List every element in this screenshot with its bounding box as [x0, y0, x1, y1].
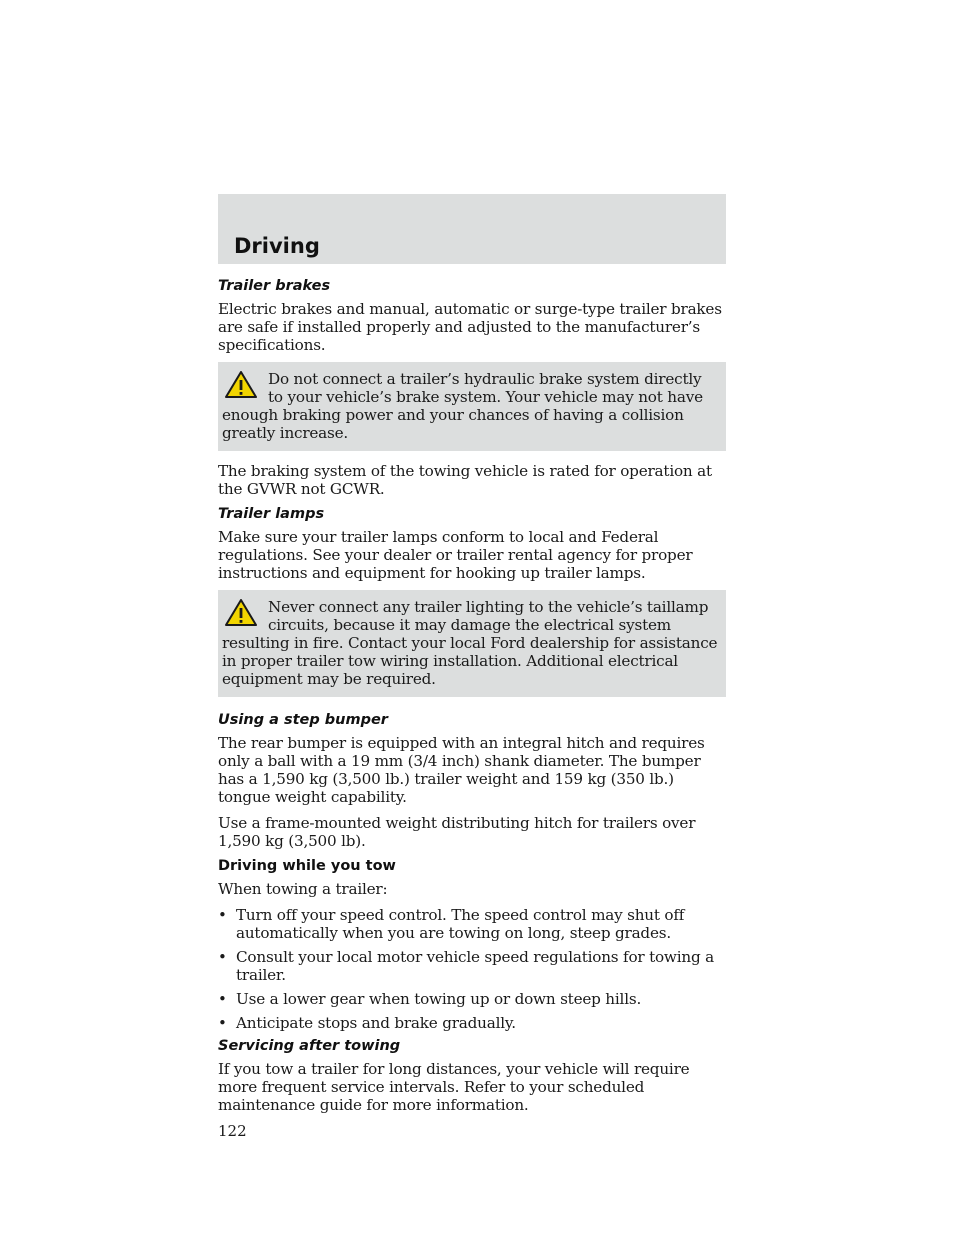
warning-text: Never connect any trailer lighting to the vehicle’s taillamp circuits, because it may damage the electrical system resulting in fire. Contact your local Ford dealership for assistance in proper trailer tow wiring installation. Additional electrical equipment may be required.: [222, 598, 718, 688]
bullet-icon: •: [218, 948, 227, 966]
heading-servicing-after-towing: Servicing after towing: [218, 1038, 401, 1054]
paragraph: If you tow a trailer for long distances, your vehicle will require more frequent service intervals. Refer to your scheduled maintenance guide for more information.: [218, 1060, 690, 1114]
warning-text: Do not connect a trailer’s hydraulic brake system directly to your vehicle’s brake system. Your vehicle may not have enough braking power and your chances of having a collision greatly increase.: [222, 370, 703, 442]
section-header-band: [218, 194, 726, 264]
list-item: • Turn off your speed control. The speed control may shut off automatically when you are towing on long, steep grades.: [218, 906, 685, 942]
page-number: 122: [218, 1122, 247, 1140]
bullet-icon: •: [218, 990, 227, 1008]
bullet-list: [218, 906, 726, 1032]
warning-triangle-icon: [224, 598, 258, 628]
warning-triangle-icon: [224, 370, 258, 400]
paragraph: The rear bumper is equipped with an integral hitch and requires only a ball with a 19 mm (3/4 inch) shank diameter. The bumper has a 1,590 kg (3,500 lb.) trailer weight and 159 kg (350 lb.) tongue weight capability.: [218, 734, 705, 806]
heading-step-bumper: Using a step bumper: [218, 712, 388, 728]
paragraph: Electric brakes and manual, automatic or surge-type trailer brakes are safe if installed properly and adjusted to the manufacturer’s specifications.: [218, 300, 722, 354]
heading-trailer-lamps: Trailer lamps: [218, 506, 325, 522]
section-title: Driving: [234, 234, 320, 258]
bullet-icon: •: [218, 1014, 227, 1032]
paragraph: Use a frame-mounted weight distributing hitch for trailers over 1,590 kg (3,500 lb).: [218, 814, 696, 850]
paragraph: Make sure your trailer lamps conform to local and Federal regulations. See your dealer or trailer rental agency for proper instructions and equipment for hooking up trailer lamps.: [218, 528, 693, 582]
list-item: • Consult your local motor vehicle speed regulations for towing a trailer.: [218, 948, 714, 984]
page-content: [218, 278, 726, 1140]
list-item: • Anticipate stops and brake gradually.: [218, 1014, 516, 1032]
paragraph: The braking system of the towing vehicle is rated for operation at the GVWR not GCWR.: [218, 462, 712, 498]
bullet-icon: •: [218, 906, 227, 924]
paragraph: When towing a trailer:: [218, 880, 388, 898]
list-item: • Use a lower gear when towing up or down steep hills.: [218, 990, 642, 1008]
heading-driving-while-tow: Driving while you tow: [218, 858, 396, 874]
warning-box: [218, 590, 726, 697]
heading-trailer-brakes: Trailer brakes: [218, 278, 331, 294]
warning-box: [218, 362, 726, 451]
